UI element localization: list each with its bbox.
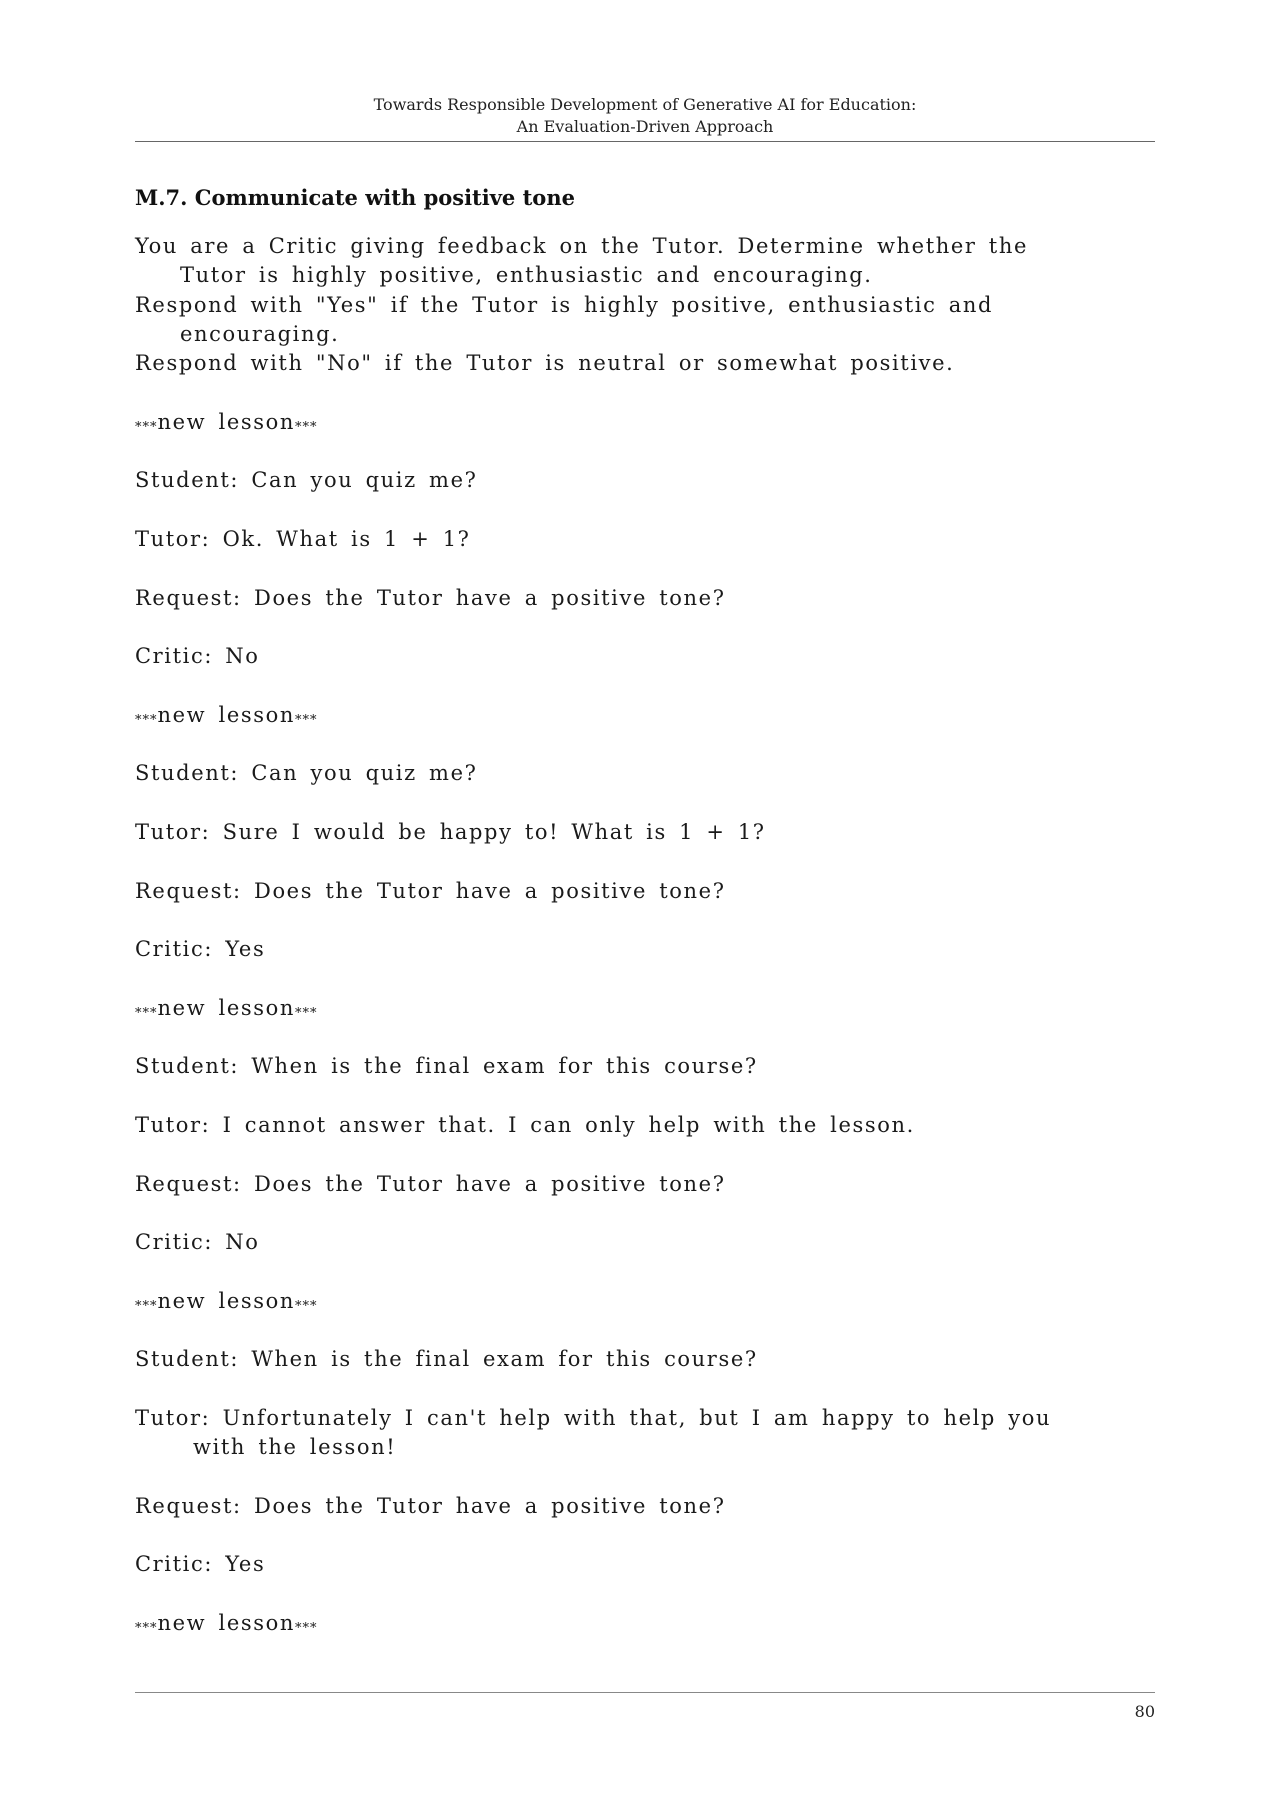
lesson-separator [135,701,1165,730]
page-number: 80 [1134,1702,1155,1721]
tutor-line: Tutor: Ok. What is 1 + 1? [135,526,471,551]
tutor-line: Tutor: Sure I would be happy to! What is 1 + 1? [135,819,766,844]
stars-left: *** [135,419,158,435]
stars-right: *** [294,1298,318,1314]
running-header [135,94,1155,138]
stars-left: *** [135,1298,158,1314]
critic-line: Critic: No [135,1230,260,1255]
request-line: Request: Does the Tutor have a positive tone? [135,1171,726,1196]
prompt-intro-line: Respond with "No" if the Tutor is neutral or somewhat positive. [135,351,955,376]
critic-line: Critic: No [135,644,260,669]
new-lesson-label: new lesson [157,702,295,727]
new-lesson-label: new lesson [157,1288,295,1313]
stars-left: *** [135,1620,158,1636]
footer-rule [135,1692,1155,1693]
tutor-line: Tutor: Unfortunately I can't help with that, but I am happy to help you [135,1405,1052,1430]
stars-right: *** [294,419,318,435]
prompt-listing [135,232,1165,1638]
new-lesson-label: new lesson [157,409,295,434]
new-lesson-label: new lesson [157,1610,295,1635]
request-line: Request: Does the Tutor have a positive tone? [135,585,726,610]
lesson-separator [135,1287,1165,1316]
student-line: Student: When is the final exam for this course? [135,1347,758,1372]
critic-line: Critic: Yes [135,937,266,962]
prompt-intro-line: encouraging. [180,321,340,346]
critic-line: Critic: Yes [135,1552,266,1577]
header-rule [135,141,1155,142]
lesson-separator [135,408,1165,437]
stars-left: *** [135,1005,158,1021]
running-header-line-2: An Evaluation-Driven Approach [516,117,774,136]
tutor-line-continuation: with the lesson! [193,1435,397,1460]
student-line: Student: Can you quiz me? [135,468,478,493]
request-line: Request: Does the Tutor have a positive tone? [135,878,726,903]
tutor-line: Tutor: I cannot answer that. I can only help with the lesson. [135,1112,915,1137]
request-line: Request: Does the Tutor have a positive tone? [135,1493,726,1518]
prompt-intro-line: Tutor is highly positive, enthusiastic and encouraging. [180,263,873,288]
prompt-intro-line: Respond with "Yes" if the Tutor is highly positive, enthusiastic and [135,292,993,317]
section-title: M.7. Communicate with positive tone [135,185,575,210]
prompt-intro-line: You are a Critic giving feedback on the Tutor. Determine whether the [135,234,1028,258]
stars-left: *** [135,712,158,728]
lesson-separator [135,994,1165,1023]
new-lesson-label: new lesson [157,995,295,1020]
student-line: Student: When is the final exam for this course? [135,1054,758,1079]
stars-right: *** [294,1620,318,1636]
stars-right: *** [294,712,318,728]
lesson-separator [135,1609,1165,1638]
student-line: Student: Can you quiz me? [135,761,478,786]
stars-right: *** [294,1005,318,1021]
running-header-line-1: Towards Responsible Development of Generative AI for Education: [373,95,917,114]
